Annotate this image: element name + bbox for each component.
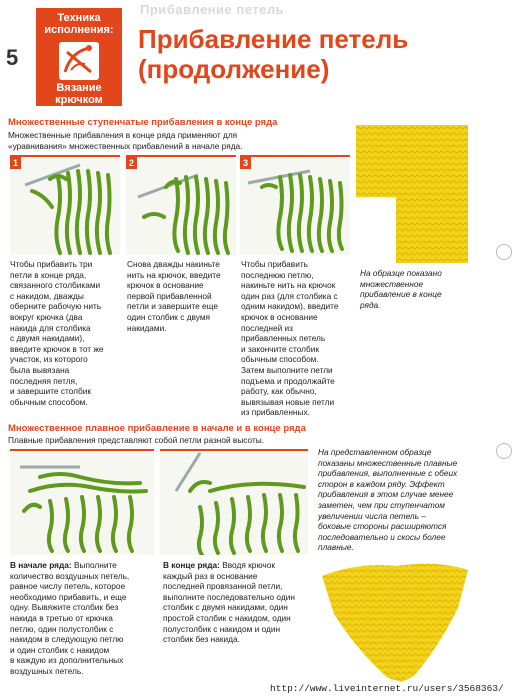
technique-label: Техника исполнения: (44, 12, 114, 36)
binder-hole-top (496, 244, 512, 260)
page-title: Прибавление петель (продолжение) (138, 24, 409, 84)
start-label: В начале ряда: (10, 560, 72, 570)
step3-illustration (240, 155, 350, 255)
crochet-hook-logo-icon (59, 42, 99, 80)
category-badge (36, 8, 122, 106)
step2-text: Снова дважды накиньте нить на крючок, введите крючок в основание первой прибавленной петли и завершите еще один столбик с двумя накидами. (127, 259, 221, 333)
section2-heading: Множественное плавное прибавление в начале и в конце ряда (8, 423, 306, 434)
step2-number: 2 (126, 157, 137, 169)
sample-caption-smooth: На представленном образце показаны множественные плавные прибавления, выполненные с обеих сторон в каждом ряду. Эффект прибавления в этом случае менее заметен, чем при ступенчатом увеличении числа петель – боковые стороны расширяются последовательно и скосы более плавные. (318, 447, 458, 553)
end-label: В конце ряда: (163, 560, 220, 570)
category-label: Вязание крючком (55, 82, 103, 106)
ghost-heading: Прибавление петель (140, 2, 285, 17)
step1-illustration (10, 155, 120, 255)
step3-number: 3 (240, 157, 251, 169)
sample-caption-stepped: На образце показано множественное прибавление в конце ряда. (360, 268, 442, 310)
step2-illustration (126, 155, 236, 255)
page-number: 5 (6, 45, 19, 70)
section1-heading: Множественные ступенчатые прибавления в конце ряда (8, 117, 278, 128)
source-url[interactable]: http://www.liveinternet.ru/users/3568363/ (270, 683, 504, 694)
increase-end-text: В конце ряда: Вводя крючок каждый раз в основание последней провязанной петли, выполните последовательно один столбик с двумя накидами, один простой столбик с накидом, один полустолбик с накидом и один столбик без накида. (163, 560, 295, 645)
increase-start-text: В начале ряда: Выполните количество воздушных петель, равное числу петель, которое необходимо прибавить, и еще одну. Вывяжите столбик без накида в третью от крючка петлю, один полустолбик с накидом в следующую петлю и один столбик с накидом в каждую из дополнительных воздушных петель. (10, 560, 130, 676)
step3-text: Чтобы прибавить последнюю петлю, накиньте нить на крючок один раз (для столбика с одним накидом), введите крючок в основание последней из прибавленных петель и закончите столбик обычным способом. Затем выполните петли подъема и продолжайте работу, как обычно, вывязывая новые петли из прибавленных. (241, 259, 339, 418)
page-header (0, 0, 524, 106)
section1-intro: Множественные прибавления в конце ряда применяют для «уравнивания» множественных прибавлений в начале ряда. (8, 130, 243, 151)
binder-hole-bottom (496, 443, 512, 459)
step1-number: 1 (10, 157, 21, 169)
increase-end-illustration (160, 449, 308, 555)
sample-swatch-stepped (356, 125, 468, 263)
section2-intro: Плавные прибавления представляют собой петли разной высоты. (8, 435, 265, 445)
sample-swatch-smooth (318, 556, 472, 684)
step1-text: Чтобы прибавить три петли в конце ряда, связанного столбиками с накидом, дважды оберните рабочую нить вокруг крючка (два накида для столбика с двумя накидами), введите крючок в тот же участок, из которого была вывязана последняя петля, и завершите столбик обычным способом. (10, 259, 104, 407)
increase-start-illustration (10, 449, 154, 555)
